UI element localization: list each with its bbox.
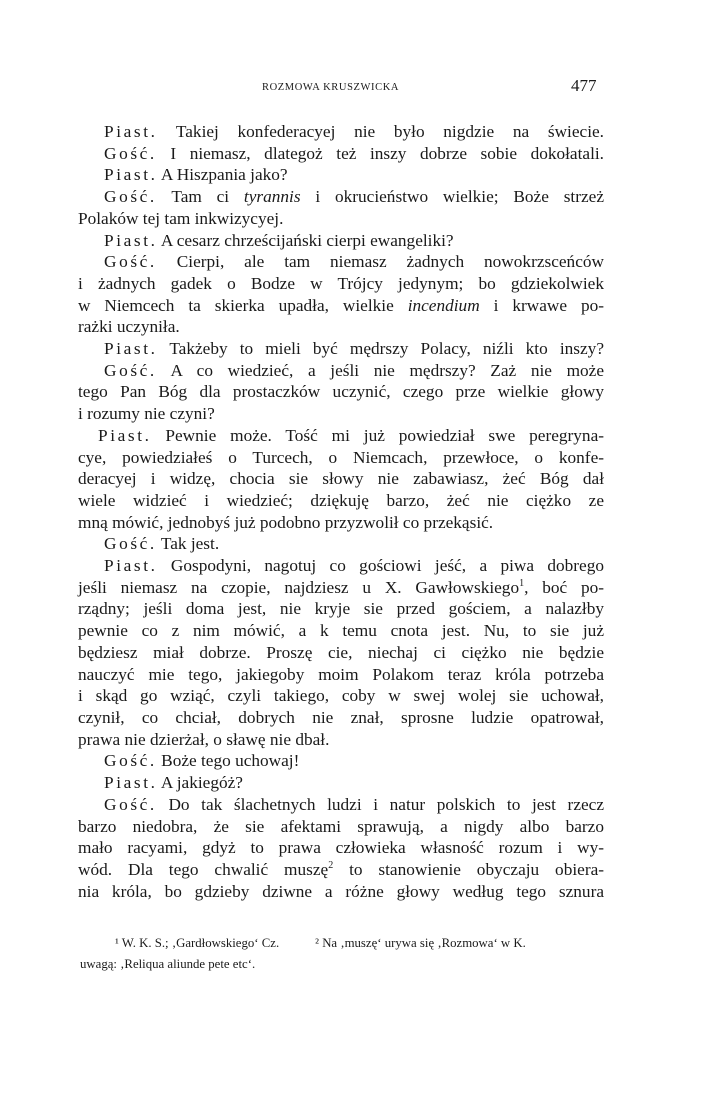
text-line: rządny; jeśli doma jest, nie kryje sie przed gościem, a nalazłby bbox=[78, 599, 604, 619]
text-line: Polaków tej tam inkwizycyej. bbox=[78, 208, 284, 228]
footnote-line bbox=[80, 954, 604, 975]
text-line: prawa nie dzierżał, o sławę nie dbał. bbox=[78, 729, 330, 749]
speaker-label: Piast. bbox=[104, 556, 158, 576]
text-line: wiele widzieć i wiedzieć; dziękuję barzo, żeć nie ciężko ze bbox=[78, 490, 604, 510]
text-line: jeśli niemasz na czopie, najdziesz u X. Gawłowskiego$^1$, boć po- bbox=[78, 577, 604, 597]
text-line: Piast. Gospodyni, nagotuj co gościowi jeść, a piwa dobrego bbox=[104, 556, 604, 576]
text-line: mną mówić, jednobyś już podobno przyzwolił co przekąsić. bbox=[78, 512, 494, 532]
text-line: rażki uczyniła. bbox=[78, 317, 180, 337]
text-line: i żadnych gadek o Bodze w Trójcy jedynym; bo gdziekolwiek bbox=[78, 273, 604, 293]
text-line: i skąd go wziąć, czyli takiego, coby w swej wolej sie uchował, bbox=[78, 686, 604, 706]
speaker-label: Gość. bbox=[104, 534, 157, 554]
text-line: w Niemcech ta skierka upadła, wielkie incendium i krwawe po- bbox=[78, 295, 604, 315]
text-line: cye, powiedziałeś o Turcech, o Niemcach, przewłoce, o konfe- bbox=[78, 447, 604, 467]
speaker-label: Piast. bbox=[98, 425, 152, 445]
speaker-label: Piast. bbox=[104, 773, 158, 793]
speaker-label: Piast. bbox=[104, 339, 158, 359]
speaker-label: Piast. bbox=[104, 165, 158, 185]
text-line: Gość. Do tak ślachetnych ludzi i natur polskich to jest rzecz bbox=[104, 794, 604, 814]
speaker-label: Piast. bbox=[104, 230, 158, 250]
footnote-line bbox=[80, 933, 604, 954]
footnotes bbox=[80, 933, 604, 975]
text-line: i rozumy nie czyni? bbox=[78, 404, 215, 424]
text-line: Piast. A cesarz chrześcijański cierpi ewangeliki? bbox=[104, 230, 454, 250]
text-line: Piast. Takiej konfederacyej nie było nigdzie na świecie. bbox=[104, 122, 604, 141]
footnote-marker: 2 bbox=[328, 860, 334, 872]
text-line: czynił, co chciał, dobrych nie znał, sprosne ludzie opatrował, bbox=[78, 707, 604, 727]
speaker-label: Gość. bbox=[104, 143, 157, 163]
text-line: Gość. Tam ci tyrannis i okrucieństwo wielkie; Boże strzeż bbox=[104, 187, 604, 207]
text-line: nia króla, bo gdzieby dziwne a różne głowy według tego sznura bbox=[78, 881, 604, 901]
text-line: Piast. Pewnie może. Tość mi już powiedział swe peregryna- bbox=[98, 425, 604, 445]
text-line: Gość. Cierpi, ale tam niemasz żadnych nowokrzsceńców bbox=[104, 252, 604, 272]
text-line: mało racyami, gdyż to prawa człowieka własność rozum i wy- bbox=[78, 838, 604, 858]
speaker-label: Piast. bbox=[104, 122, 158, 141]
text-line: będziesz miał dobrze. Proszę cie, niechaj ci ciężko nie będzie bbox=[78, 642, 604, 662]
text-line: deracyej i widzę, chocia sie słowy nie zabawiasz, żeć Bóg dał bbox=[78, 469, 604, 489]
text-line: wód. Dla tego chwalić muszę$^2$ to stanowienie obyczaju obiera- bbox=[78, 859, 604, 879]
text-line: tego Pan Bóg dla prostaczków uczynić, czego prze wielkie głowy bbox=[78, 382, 604, 402]
speaker-label: Gość. bbox=[104, 794, 157, 814]
running-title: ROZMOWA KRUSZWICKA bbox=[262, 82, 400, 93]
footnote-2-cont: uwagą: ‚Reliqua aliunde pete etc‘. bbox=[80, 957, 256, 971]
speaker-label: Gość. bbox=[104, 252, 157, 272]
text-line: Gość. A co wiedzieć, a jeśli nie mędrszy? Zaż nie może bbox=[104, 360, 604, 380]
speaker-label: Gość. bbox=[104, 187, 157, 207]
footnote-marker: 1 bbox=[519, 578, 525, 589]
text-line: Gość. Boże tego uchowaj! bbox=[104, 751, 300, 771]
footnote-2: ² Na ‚muszę‘ urywa się ‚Rozmowa‘ w K. bbox=[315, 936, 526, 950]
text-line: Piast. A jakiegóż? bbox=[104, 773, 243, 793]
text-line: pewnie co z nim mówić, a k temu cnota jest. Nu, to sie już bbox=[78, 621, 604, 641]
footnote-1: ¹ W. K. S.; ‚Gardłowskiego‘ Cz. bbox=[115, 936, 280, 950]
text-line: Piast. Takżeby to mieli być mędrszy Polacy, niźli kto inszy? bbox=[104, 339, 604, 359]
text-line: Gość. I niemasz, dlategoż też inszy dobrze sobie dokołatali. bbox=[104, 143, 604, 163]
speaker-label: Gość. bbox=[104, 751, 157, 771]
text-line: nauczyć mie tego, jakiegoby moim Polakom teraz króla potrzeba bbox=[78, 664, 604, 684]
dialogue-text bbox=[78, 121, 604, 902]
text-line: barzo niedobra, że sie afektami sprawują, a nigdy albo barzo bbox=[78, 816, 604, 836]
text-line: Piast. A Hiszpania jako? bbox=[104, 165, 288, 185]
text-line: Gość. Tak jest. bbox=[104, 534, 220, 554]
speaker-label: Gość. bbox=[104, 360, 157, 380]
page-number: 477 bbox=[571, 76, 597, 95]
